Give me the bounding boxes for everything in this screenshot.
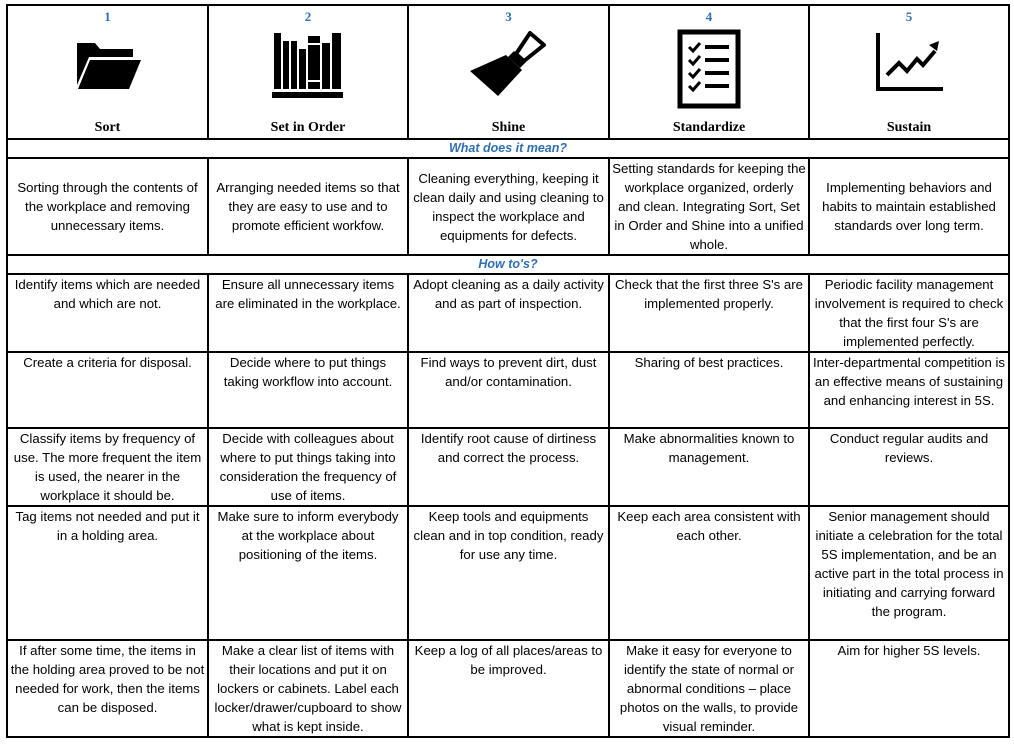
column-name: Sort (94, 120, 121, 135)
column-number: 3 (505, 9, 512, 24)
five-s-table (6, 4, 1010, 738)
howto-cell-sort: Identify items which are needed and which are not. (7, 274, 208, 352)
howto-cell-sustain: Inter-departmental competition is an effective means of sustaining and enhancing interest in 5S. (809, 352, 1009, 428)
meaning-cell-standardize: Setting standards for keeping the workplace organized, orderly and clean. Integrating Sort, Set in Order and Shine into a unified whole. (609, 158, 809, 255)
howto-cell-sustain: Senior management should initiate a celebration for the total 5S implementation, and be an active part in the total process in initiating and carrying forward the program. (809, 506, 1009, 640)
meaning-cell-sustain: Implementing behaviors and habits to maintain established standards over long term. (809, 158, 1009, 255)
howto-row (7, 352, 1009, 428)
howto-row (7, 506, 1009, 640)
column-header-sort (7, 5, 208, 139)
howto-cell-standardize: Keep each area consistent with each other. (609, 506, 809, 640)
howto-cell-sustain: Conduct regular audits and reviews. (809, 428, 1009, 506)
checklist-icon (677, 29, 741, 109)
howto-cell-standardize: Check that the first three S's are implemented properly. (609, 274, 809, 352)
howto-cell-sustain: Aim for higher 5S levels. (809, 640, 1009, 737)
paintbrush-icon (466, 29, 552, 101)
column-number: 1 (104, 9, 111, 24)
column-name: Set in Order (270, 120, 346, 135)
howto-cell-sort: Classify items by frequency of use. The more frequent the item is used, the nearer in the workplace it should be. (7, 428, 208, 506)
howto-cell-shine: Identify root cause of dirtiness and correct the process. (408, 428, 609, 506)
howto-cell-set-in-order: Decide with colleagues about where to put things taking into consideration the frequency of use of items. (208, 428, 408, 506)
column-number: 5 (905, 9, 913, 24)
section-row-meaning (7, 139, 1009, 158)
column-number: 4 (705, 9, 713, 24)
howto-cell-sort: Tag items not needed and put it in a holding area. (7, 506, 208, 640)
howto-cell-shine: Keep a log of all places/areas to be improved. (408, 640, 609, 737)
howto-cell-sustain: Periodic facility management involvement is required to check that the first four S's are implemented perfectly. (809, 274, 1009, 352)
column-header-set-in-order (208, 5, 408, 139)
folder-icon (73, 35, 143, 95)
howto-cell-set-in-order: Make a clear list of items with their locations and put it on lockers or cabinets. Label each locker/drawer/cupboard to show what is kept inside. (208, 640, 408, 737)
howto-row (7, 274, 1009, 352)
column-header-standardize (609, 5, 809, 139)
books-icon (272, 31, 344, 101)
section-title-meaning: What does it mean? (7, 139, 1009, 158)
howto-cell-sort: If after some time, the items in the holding area proved to be not needed for work, then the items can be disposed. (7, 640, 208, 737)
column-header-sustain (809, 5, 1009, 139)
section-row-howto (7, 255, 1009, 274)
howto-cell-sort: Create a criteria for disposal. (7, 352, 208, 428)
meaning-cell-sort: Sorting through the contents of the workplace and removing unnecessary items. (7, 158, 208, 255)
meaning-cell-shine: Cleaning everything, keeping it clean daily and using cleaning to inspect the workplace and equipments for defects. (408, 158, 609, 255)
howto-row (7, 428, 1009, 506)
column-name: Shine (491, 120, 526, 135)
howto-cell-shine: Keep tools and equipments clean and in top condition, ready for use any time. (408, 506, 609, 640)
column-header-shine (408, 5, 609, 139)
howto-cell-shine: Find ways to prevent dirt, dust and/or contamination. (408, 352, 609, 428)
howto-cell-standardize: Make abnormalities known to management. (609, 428, 809, 506)
column-number: 2 (304, 9, 312, 24)
howto-cell-set-in-order: Make sure to inform everybody at the workplace about positioning of the items. (208, 506, 408, 640)
howto-cell-set-in-order: Decide where to put things taking workflow into account. (208, 352, 408, 428)
section-title-howto: How to's? (7, 255, 1009, 274)
meaning-cell-set-in-order: Arranging needed items so that they are easy to use and to promote efficient workfow. (208, 158, 408, 255)
howto-cell-standardize: Make it easy for everyone to identify the state of normal or abnormal conditions – place photos on the walls, to provide visual reminder. (609, 640, 809, 737)
meaning-row (7, 158, 1009, 255)
header-row (7, 5, 1009, 139)
column-name: Sustain (886, 120, 932, 135)
column-name: Standardize (672, 120, 746, 135)
growth-chart-icon (873, 31, 945, 95)
howto-cell-shine: Adopt cleaning as a daily activity and as part of inspection. (408, 274, 609, 352)
howto-cell-set-in-order: Ensure all unnecessary items are eliminated in the workplace. (208, 274, 408, 352)
howto-cell-standardize: Sharing of best practices. (609, 352, 809, 428)
howto-row (7, 640, 1009, 737)
